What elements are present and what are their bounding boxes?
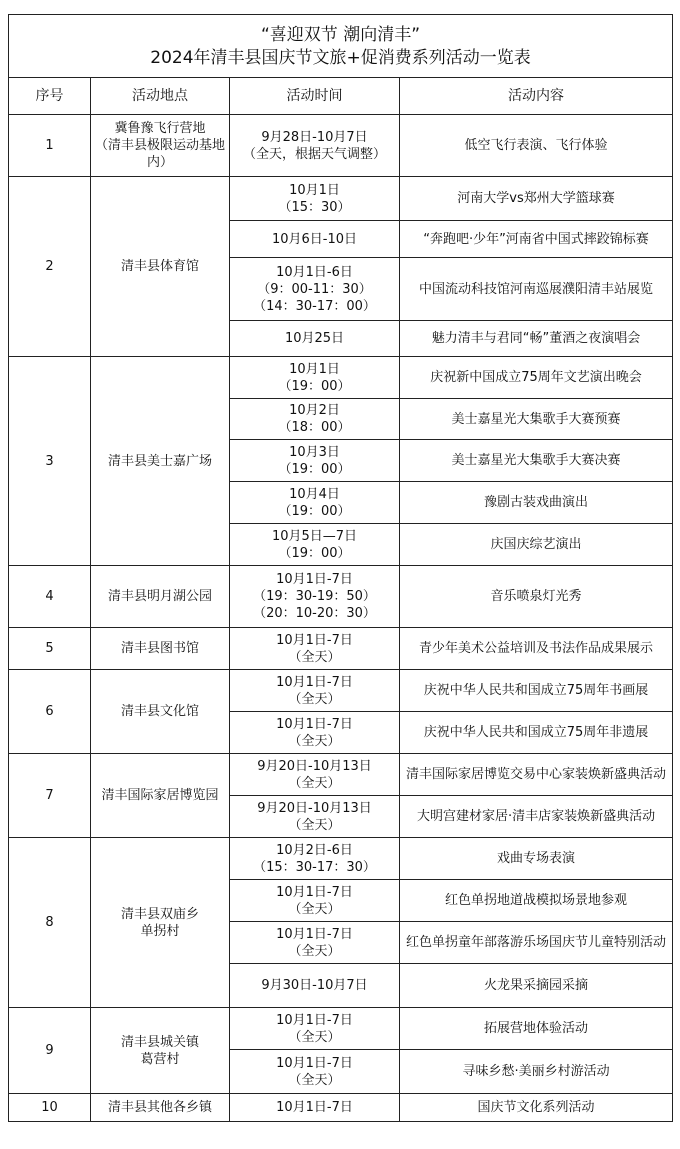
activity-time: 10月1日-7日 （全天）: [230, 670, 400, 712]
activity-place: 清丰县文化馆: [91, 670, 230, 754]
activity-time: 9月20日-10月13日 （全天）: [230, 796, 400, 838]
header-row: [9, 78, 673, 115]
table-row: [9, 177, 673, 221]
table-title: [9, 15, 673, 78]
activity-time: 10月2日-6日 （15：30-17：30）: [230, 838, 400, 880]
row-number: 9: [9, 1008, 91, 1094]
row-number: 2: [9, 177, 91, 357]
activity-time: 10月1日-7日 （全天）: [230, 628, 400, 670]
activity-time: 10月6日-10日: [230, 221, 400, 258]
activity-time: 10月4日 （19：00）: [230, 482, 400, 524]
table-row: [9, 838, 673, 880]
activity-place: 清丰县明月湖公园: [91, 566, 230, 628]
table-row: [9, 357, 673, 399]
activity-time: 10月5日—7日 （19：00）: [230, 524, 400, 566]
activity-content: 魅力清丰与君同“畅”董酒之夜演唱会: [400, 321, 673, 357]
activity-content: 寻味乡愁·美丽乡村游活动: [400, 1050, 673, 1094]
activity-time: 10月25日: [230, 321, 400, 357]
activity-time: 9月28日-10月7日 （全天，根据天气调整）: [230, 115, 400, 177]
activity-table: [8, 14, 673, 1122]
table-row: [9, 1008, 673, 1050]
activity-content: 音乐喷泉灯光秀: [400, 566, 673, 628]
row-number: 1: [9, 115, 91, 177]
activity-place: 清丰县图书馆: [91, 628, 230, 670]
activity-content: 国庆节文化系列活动: [400, 1094, 673, 1122]
table-row: [9, 670, 673, 712]
table-row: [9, 628, 673, 670]
activity-time: 10月1日-7日 （全天）: [230, 1008, 400, 1050]
activity-content: 庆国庆综艺演出: [400, 524, 673, 566]
activity-place: 清丰县美士嘉广场: [91, 357, 230, 566]
row-number: 3: [9, 357, 91, 566]
title-line-1: “喜迎双节 潮向清丰”: [260, 25, 421, 45]
activity-content: 河南大学vs郑州大学篮球赛: [400, 177, 673, 221]
activity-time: 10月3日 （19：00）: [230, 440, 400, 482]
row-number: 10: [9, 1094, 91, 1122]
activity-place: 清丰县其他各乡镇: [91, 1094, 230, 1122]
title-row: [9, 15, 673, 78]
activity-content: 豫剧古装戏曲演出: [400, 482, 673, 524]
activity-time: 10月2日 （18：00）: [230, 399, 400, 440]
activity-content: 庆祝新中国成立75周年文艺演出晚会: [400, 357, 673, 399]
activity-content: 庆祝中华人民共和国成立75周年非遗展: [400, 712, 673, 754]
activity-content: 红色单拐地道战模拟场景地参观: [400, 880, 673, 922]
activity-place: 清丰国际家居博览园: [91, 754, 230, 838]
activity-content: 火龙果采摘园采摘: [400, 964, 673, 1008]
row-number: 5: [9, 628, 91, 670]
row-number: 7: [9, 754, 91, 838]
activity-content: 美士嘉星光大集歌手大赛决赛: [400, 440, 673, 482]
header-no: 序号: [9, 78, 91, 115]
activity-place: 清丰县双庙乡 单拐村: [91, 838, 230, 1008]
activity-time: 10月1日-6日 （9：00-11：30） （14：30-17：00）: [230, 258, 400, 321]
activity-time: 10月1日-7日 （全天）: [230, 712, 400, 754]
activity-content: 红色单拐童年部落游乐场国庆节儿童特别活动: [400, 922, 673, 964]
activity-time: 9月30日-10月7日: [230, 964, 400, 1008]
activity-time: 10月1日 （15：30）: [230, 177, 400, 221]
activity-content: 中国流动科技馆河南巡展濮阳清丰站展览: [400, 258, 673, 321]
activity-place: 清丰县体育馆: [91, 177, 230, 357]
table-row: [9, 115, 673, 177]
row-number: 6: [9, 670, 91, 754]
activity-content: “奔跑吧·少年”河南省中国式摔跤锦标赛: [400, 221, 673, 258]
activity-place: 清丰县城关镇 葛营村: [91, 1008, 230, 1094]
row-number: 4: [9, 566, 91, 628]
header-content: 活动内容: [400, 78, 673, 115]
activity-content: 戏曲专场表演: [400, 838, 673, 880]
activity-content: 大明宫建材家居·清丰店家装焕新盛典活动: [400, 796, 673, 838]
activity-place: 冀鲁豫飞行营地 （清丰县极限运动基地内）: [91, 115, 230, 177]
title-line-2: 2024年清丰县国庆节文旅+促消费系列活动一览表: [150, 48, 531, 68]
activity-content: 庆祝中华人民共和国成立75周年书画展: [400, 670, 673, 712]
activity-time: 9月20日-10月13日 （全天）: [230, 754, 400, 796]
activity-time: 10月1日-7日 （19：30-19：50） （20：10-20：30）: [230, 566, 400, 628]
activity-content: 清丰国际家居博览交易中心家装焕新盛典活动: [400, 754, 673, 796]
row-number: 8: [9, 838, 91, 1008]
table-row: [9, 754, 673, 796]
table-row: [9, 566, 673, 628]
activity-content: 美士嘉星光大集歌手大赛预赛: [400, 399, 673, 440]
activity-schedule-document: [8, 14, 672, 1122]
table-row: [9, 1094, 673, 1122]
activity-time: 10月1日-7日 （全天）: [230, 922, 400, 964]
activity-time: 10月1日-7日 （全天）: [230, 880, 400, 922]
activity-time: 10月1日 （19：00）: [230, 357, 400, 399]
activity-time: 10月1日-7日: [230, 1094, 400, 1122]
activity-content: 拓展营地体验活动: [400, 1008, 673, 1050]
header-time: 活动时间: [230, 78, 400, 115]
activity-content: 青少年美术公益培训及书法作品成果展示: [400, 628, 673, 670]
header-place: 活动地点: [91, 78, 230, 115]
activity-time: 10月1日-7日 （全天）: [230, 1050, 400, 1094]
activity-content: 低空飞行表演、飞行体验: [400, 115, 673, 177]
